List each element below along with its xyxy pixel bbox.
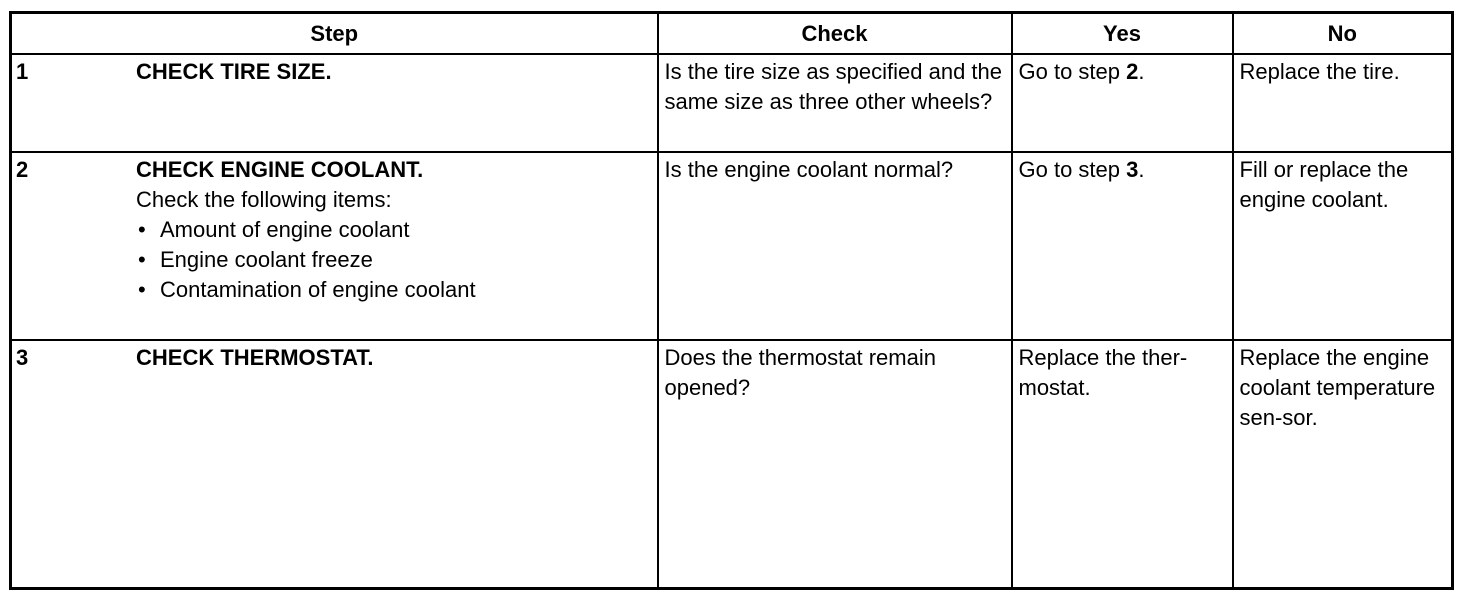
check-cell: [658, 340, 1012, 589]
yes-prefix: Go to step: [1018, 157, 1127, 182]
yes-suffix: .: [1138, 157, 1145, 182]
header-no: No: [1233, 13, 1453, 55]
step-subtitle: Check the following items:: [136, 187, 392, 212]
check-text: Does the thermostat remain opened?: [664, 345, 936, 400]
yes-cell: [1012, 54, 1233, 152]
list-item: • Amount of engine coolant: [136, 215, 651, 245]
step-number: 1: [16, 59, 29, 84]
table-row: [11, 152, 1453, 340]
step-number: 3: [16, 345, 29, 370]
yes-text: [1013, 55, 1232, 87]
header-yes: Yes: [1012, 13, 1233, 55]
check-cell: [658, 54, 1012, 152]
goto-step-number: 2: [1126, 59, 1139, 84]
list-item: • Contamination of engine coolant: [136, 275, 651, 305]
step-title: CHECK THERMOSTAT.: [136, 345, 374, 370]
check-text: Is the tire size as specified and the same size as three other wheels?: [664, 59, 1003, 114]
check-items-list: [136, 215, 651, 305]
step-number: 2: [16, 157, 29, 182]
no-text: Replace the engine coolant temperature sen-sor.: [1239, 345, 1436, 430]
yes-text: Replace the ther-mostat.: [1018, 345, 1188, 400]
no-text: Replace the tire.: [1239, 59, 1400, 84]
header-check: Check: [658, 13, 1012, 55]
list-item: • Engine coolant freeze: [136, 245, 651, 275]
no-cell: [1233, 54, 1453, 152]
no-cell: [1233, 152, 1453, 340]
check-text: Is the engine coolant normal?: [664, 157, 954, 182]
yes-cell: [1012, 340, 1233, 589]
yes-prefix: Go to step: [1018, 59, 1127, 84]
step-cell: [11, 54, 658, 152]
header-row: [11, 13, 1453, 55]
diagnostic-table: [9, 11, 1454, 590]
no-text: Fill or replace the engine coolant.: [1239, 157, 1409, 212]
table-row: [11, 54, 1453, 152]
goto-step-number: 3: [1126, 157, 1139, 182]
step-title: CHECK ENGINE COOLANT.: [136, 157, 424, 182]
table-row: [11, 340, 1453, 589]
header-step: Step: [11, 13, 658, 55]
yes-cell: [1012, 152, 1233, 340]
step-title: CHECK TIRE SIZE.: [136, 59, 332, 84]
yes-suffix: .: [1138, 59, 1145, 84]
check-cell: [658, 152, 1012, 340]
no-cell: [1233, 340, 1453, 589]
step-cell: [11, 152, 658, 340]
step-cell: [11, 340, 658, 589]
yes-text: [1013, 153, 1232, 185]
